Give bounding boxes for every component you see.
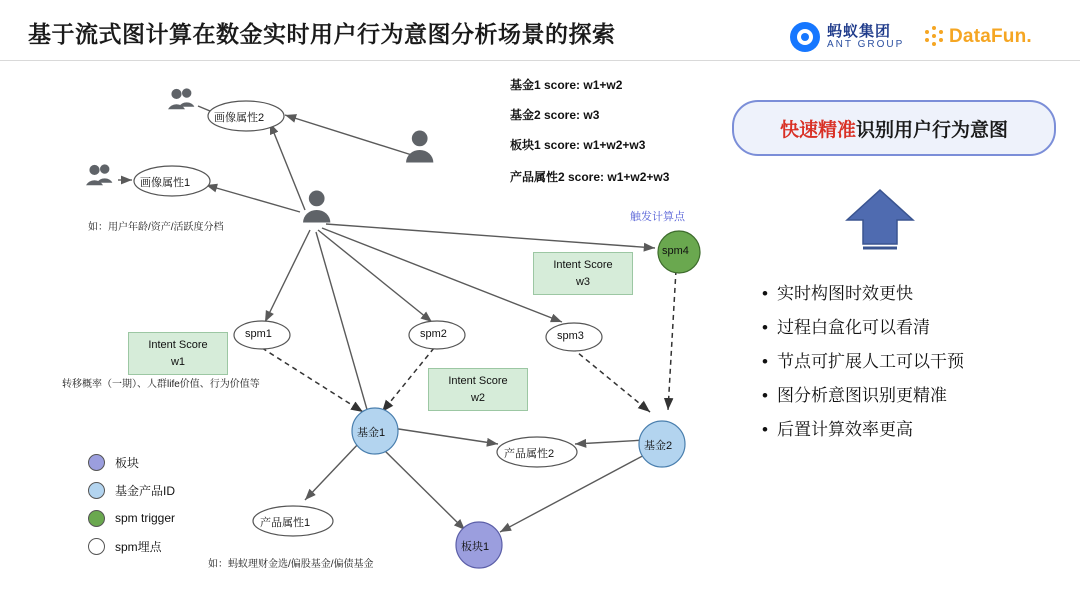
page-title: 基于流式图计算在数金实时用户行为意图分析场景的探索 — [28, 21, 616, 47]
annotation-spm: 转移概率（一期）、人群life价值、行为价值等 — [62, 379, 260, 390]
formula-sector1: 板块1 score: w1+w2+w3 — [510, 138, 646, 152]
callout-banner — [732, 100, 1056, 156]
datafun-logo — [925, 26, 1032, 48]
score-box-w2 — [428, 368, 528, 411]
annotation-product: 如：蚂蚁理财金选/偏股基金/偏债基金 — [208, 559, 374, 570]
node-label-spm2: spm2 — [420, 328, 447, 340]
score-box-w2-value: w2 — [470, 391, 486, 404]
bullet-text: 图分析意图识别更精准 — [776, 386, 947, 405]
node-label-product1: 产品属性1 — [260, 517, 311, 529]
legend-dot-spm-point — [88, 538, 105, 555]
node-label-spm4: spm4 — [662, 245, 689, 257]
node-label-spm1: spm1 — [245, 328, 272, 340]
legend-dot-fund — [88, 482, 105, 499]
score-box-w3 — [533, 252, 633, 295]
bullet-text: 后置计算效率更高 — [776, 420, 913, 439]
legend-item-spm-point — [88, 532, 175, 560]
bullet-marker-icon: • — [762, 386, 768, 405]
legend-item-spm-trigger — [88, 504, 175, 532]
list-item — [762, 350, 964, 384]
formula-fund1: 基金1 score: w1+w2 — [510, 78, 623, 92]
node-label-fund2: 基金2 — [644, 440, 673, 452]
list-item — [762, 316, 964, 350]
node-label-fund1: 基金1 — [357, 427, 386, 439]
legend-dot-spm-trigger — [88, 510, 105, 527]
node-label-portrait2: 画像属性2 — [214, 112, 265, 124]
callout-rest-text: 识别用户行为意图 — [856, 119, 1009, 141]
up-arrow-icon — [845, 188, 915, 256]
callout-highlight-text: 快速精准 — [779, 119, 856, 141]
node-label-spm3: spm3 — [557, 330, 584, 342]
score-box-w1 — [128, 332, 228, 375]
legend-label-spm-point: spm埋点 — [115, 539, 162, 554]
bullet-marker-icon: • — [762, 352, 768, 371]
ant-logo-text — [827, 24, 904, 50]
legend-item-fund — [88, 476, 175, 504]
legend-label-fund: 基金产品ID — [115, 483, 176, 498]
score-box-w1-value: w1 — [170, 355, 186, 368]
node-label-sector1: 板块1 — [461, 541, 490, 553]
ant-logo-cn: 蚂蚁集团 — [827, 22, 892, 40]
ant-logo-icon — [790, 22, 820, 52]
list-item — [762, 282, 964, 316]
datafun-logo-word: DataFun — [949, 26, 1027, 47]
node-label-product2: 产品属性2 — [504, 448, 555, 460]
legend-dot-sector — [88, 454, 105, 471]
score-box-w3-value: w3 — [575, 275, 591, 288]
annotation-portrait: 如：用户年龄/资产/活跃度分档 — [88, 222, 224, 233]
score-box-w2-title: Intent Score — [448, 375, 508, 387]
bullet-marker-icon: • — [762, 284, 768, 303]
legend-label-spm-trigger: spm trigger — [115, 511, 176, 525]
list-item — [762, 384, 964, 418]
datafun-dots-icon — [925, 26, 945, 48]
datafun-logo-text — [949, 26, 1032, 48]
node-label-portrait1: 画像属性1 — [140, 177, 191, 189]
list-item — [762, 418, 964, 452]
score-box-w3-title: Intent Score — [553, 259, 613, 271]
annotation-trigger-point: 触发计算点 — [630, 211, 685, 223]
legend — [88, 448, 175, 560]
score-box-w1-title: Intent Score — [148, 339, 208, 351]
legend-label-sector: 板块 — [115, 455, 140, 470]
ant-group-logo — [790, 22, 904, 52]
benefits-list — [762, 282, 964, 452]
bullet-marker-icon: • — [762, 318, 768, 337]
graph-diagram — [0, 60, 720, 608]
bullet-text: 过程白盒化可以看清 — [776, 318, 930, 337]
legend-item-sector — [88, 448, 175, 476]
bullet-text: 节点可扩展人工可以干预 — [776, 352, 964, 371]
formula-fund2: 基金2 score: w3 — [510, 108, 600, 122]
bullet-marker-icon: • — [762, 420, 768, 439]
bullet-text: 实时构图时效更快 — [776, 284, 913, 303]
datafun-logo-dot: . — [1026, 26, 1032, 47]
formula-product2: 产品属性2 score: w1+w2+w3 — [510, 170, 670, 184]
ant-logo-en: ANT GROUP — [827, 38, 905, 50]
